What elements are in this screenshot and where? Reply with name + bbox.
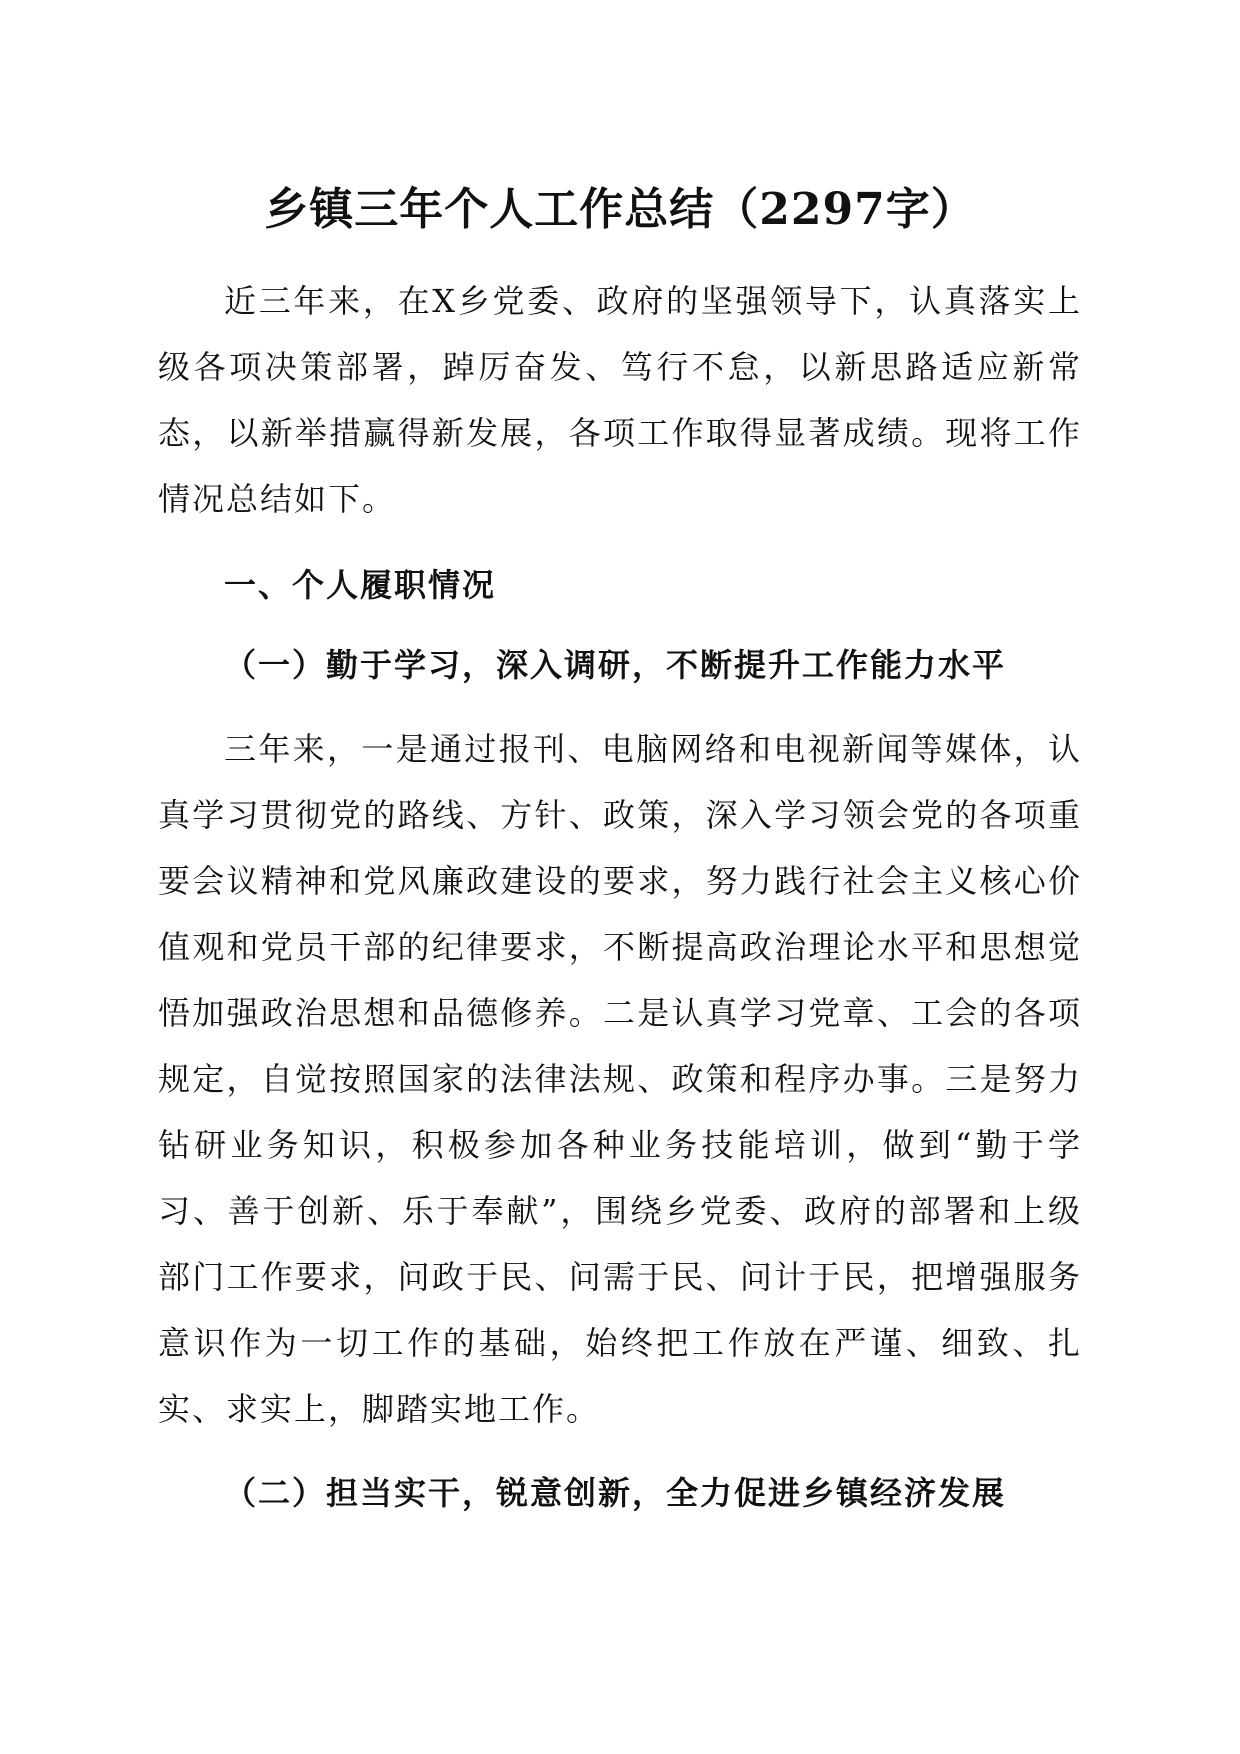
intro-paragraph: 近三年来，在X乡党委、政府的坚强领导下，认真落实上级各项决策部署，踔厉奋发、笃行不怠，以新思路适应新常态，以新举措赢得新发展，各项工作取得显著成绩。现将工作情况总结如下。	[158, 282, 1082, 518]
section-heading-personal-duties: 一、个人履职情况	[224, 566, 497, 604]
document-title: 乡镇三年个人工作总结（2297字）	[264, 184, 976, 235]
subsection-heading-study: （一）勤于学习，深入调研，不断提升工作能力水平	[224, 646, 1007, 684]
subsection-body-study: 三年来，一是通过报刊、电脑网络和电视新闻等媒体，认真学习贯彻党的路线、方针、政策，深入学习领会党的各项重要会议精神和党风廉政建设的要求，努力践行社会主义核心价值观和党员干部的纪律要求，不断提高政治理论水平和思想觉悟加强政治思想和品德修养。二是认真学习党章、工会的各项规定，自觉按照国家的法律法规、政策和程序办事。三是努力钻研业务知识，积极参加各种业务技能培训，做到“勤于学习、善于创新、乐于奉献”，围绕乡党委、政府的部署和上级部门工作要求，问政于民、问需于民、问计于民，把增强服务意识作为一切工作的基础，始终把工作放在严谨、细致、扎实、求实上，脚踏实地工作。	[158, 730, 1082, 1428]
subsection-heading-economy: （二）担当实干，锐意创新，全力促进乡镇经济发展	[224, 1474, 1007, 1512]
